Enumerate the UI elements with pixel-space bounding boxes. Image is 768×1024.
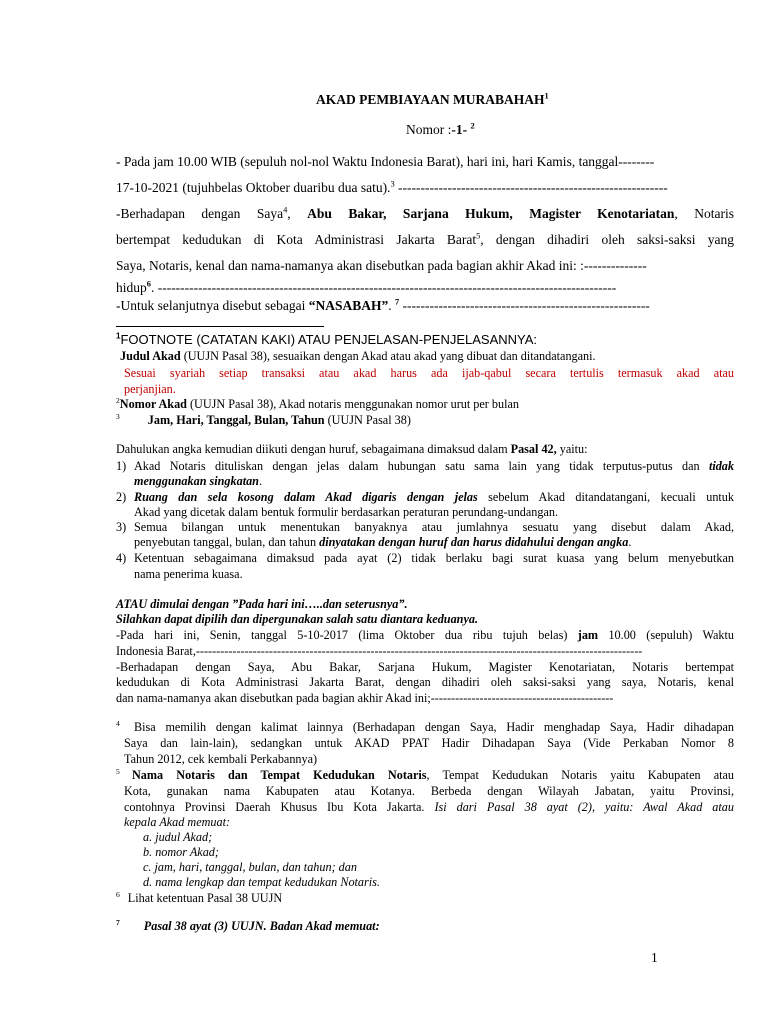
footnote-5-list-item: a. judul Akad; [143,830,213,844]
footnote-5-line-3: contohnya Provinsi Daerah Khusus Ibu Kota Jakarta. Isi dari Pasal 38 ayat (2), yaitu: Awal Akad atau [124,800,734,814]
footnote-1: Judul Akad (UUJN Pasal 38), sesuaikan dengan Akad atau akad yang dibuat dan ditandatangani. [120,349,596,363]
list-item-4-number: 4) [116,551,127,565]
footnote-3: $^3$ Jam, Hari, Tanggal, Bulan, Tahun (UUJN Pasal 38) [116,411,411,427]
example-line-1: -Pada hari ini, Senin, tanggal 5-10-2017 (lima Oktober dua ribu tujuh belas) jam 10.00 (sepuluh) Waktu [116,628,734,642]
footnote-4-line-3: Tahun 2012, cek kembali Perkabannya) [124,752,318,766]
footnote-5-line-1: Nama Notaris dan Tempat Kedudukan Notaris, Tempat Kedudukan Notaris yaitu Kabupaten atau [132,768,734,782]
footnote-3-intro: Dahulukan angka kemudian diikuti dengan huruf, sebagaimana dimaksud dalam Pasal 42, yaitu: [116,442,588,456]
alternative-heading: ATAU dimulai dengan ”Pada hari ini…..dan seterusnya”. [116,597,408,611]
example-line-5: dan nama-namanya akan disebutkan pada bagian akhir Akad ini;--------------------------------------------- [116,691,614,705]
footnote-5-marker: 5 [116,766,120,776]
footnote-1-note-line-1: Sesuai syariah setiap transaksi atau akad harus ada ijab-qabul secara tertulis termasuk akad atau [124,366,734,380]
body-line-1: - Pada jam 10.00 WIB (sepuluh nol-nol Waktu Indonesia Barat), hari ini, hari Kamis, tanggal-------- [116,154,655,169]
list-item-2-line-1: Ruang dan sela kosong dalam Akad digaris dengan jelas sebelum Akad ditandatangani, kecuali untuk [134,490,734,504]
footnote-5-list-item: b. nomor Akad; [143,845,219,859]
list-item-4-line-2: nama penerima kuasa. [134,567,243,581]
list-item-3-line-1: Semua bilangan untuk menentukan banyaknya atau jumlahnya sesuatu yang disebut dalam Akad, [134,520,734,534]
footnote-6: $^6$ Lihat ketentuan Pasal 38 UUJN [116,889,283,905]
body-line-7: -Untuk selanjutnya disebut sebagai “NASABAH”. $^7$ ------------------------------------------------------- [116,298,650,313]
example-line-4: kedudukan di Kota Administrasi Jakarta Barat, dengan dihadiri oleh saksi-saksi yang saya, Notaris, kenal [116,675,734,689]
document-title: AKAD PEMBIAYAAN MURABAHAH$^1$ [316,91,549,107]
footnote-4-marker: 4 [116,718,120,728]
footnote-separator [116,326,324,327]
alternative-subheading: Silahkan dapat dipilih dan dipergunakan salah satu diantara keduanya. [116,612,478,626]
list-item-3-number: 3) [116,520,127,534]
footnote-5-list-item: d. nama lengkap dan tempat kedudukan Notaris. [143,875,380,889]
footnote-5-line-2: Kota, gunakan nama Kabupaten atau Kotanya. Berbeda dengan Wilayah Jabatan, yaitu Provinsi, [124,784,734,798]
footnote-4-line-2: Saya dan lain-lain), sedangkan untuk AKAD PPAT Hadir Dihadapan Saya (Vide Perkaban Nomor 8 [124,736,734,750]
body-line-2: 17-10-2021 (tujuhbelas Oktober duaribu dua satu).$^3$ ------------------------------------------------------------ [116,180,668,195]
document-number: Nomor :-1- $^2$ [406,121,475,137]
list-item-2-line-2: Akad yang dicetak dalam bentuk formulir berdasarkan peraturan perundang-undangan. [134,505,559,519]
example-line-2: Indonesia Barat,-------------------------------------------------------------------------------------------------------------- [116,644,643,658]
footnote-5-list-item: c. jam, hari, tanggal, bulan, dan tahun; dan [143,860,357,874]
footnote-heading: $^1$FOOTNOTE (CATATAN KAKI) ATAU PENJELASAN-PENJELASANNYA: [116,331,538,347]
footnote-2: $^2$Nomor Akad (UUJN Pasal 38), Akad notaris menggunakan nomor urut per bulan [116,395,519,411]
footnote-1-note-line-2: perjanjian. [124,382,176,396]
list-item-1-line-1: Akad Notaris dituliskan dengan jelas dalam hubungan satu sama lain yang tidak terputus-putus dan tidak [134,459,734,473]
body-line-6: hidup$^6$. ------------------------------------------------------------------------------------------------------ [116,280,617,295]
footnote-4-line-1: Bisa memilih dengan kalimat lainnya (Berhadapan dengan Saya, Hadir menghadap Saya, Hadir dihadapan [134,720,734,734]
list-item-1-number: 1) [116,459,127,473]
footnote-5-line-4: kepala Akad memuat: [124,815,231,829]
list-item-4-line-1: Ketentuan sebagaimana dimaksud pada ayat (2) tidak berlaku bagi surat kuasa yang belum menyebutkan [134,551,734,565]
footnote-7: $^7$ Pasal 38 ayat (3) UUJN. Badan Akad memuat: [116,917,380,933]
example-line-3: -Berhadapan dengan Saya, Abu Bakar, Sarjana Hukum, Magister Kenotariatan, Notaris bertempat [116,660,734,674]
body-line-4: bertempat kedudukan di Kota Administrasi Jakarta Barat$^5$, dengan dihadiri oleh saksi-saksi yang [116,231,734,247]
list-item-1-line-2: menggunakan singkatan. [134,474,263,488]
page-number: 1 [651,950,658,965]
body-line-5: Saya, Notaris, kenal dan nama-namanya akan disebutkan pada bagian akhir Akad ini: :-------------- [116,258,647,273]
list-item-2-number: 2) [116,490,127,504]
list-item-3-line-2: penyebutan tanggal, bulan, dan tahun dinyatakan dengan huruf dan harus didahului dengan angka. [134,535,632,549]
body-line-3: -Berhadapan dengan Saya$^4$, Abu Bakar, Sarjana Hukum, Magister Kenotariatan, Notaris [116,205,734,221]
